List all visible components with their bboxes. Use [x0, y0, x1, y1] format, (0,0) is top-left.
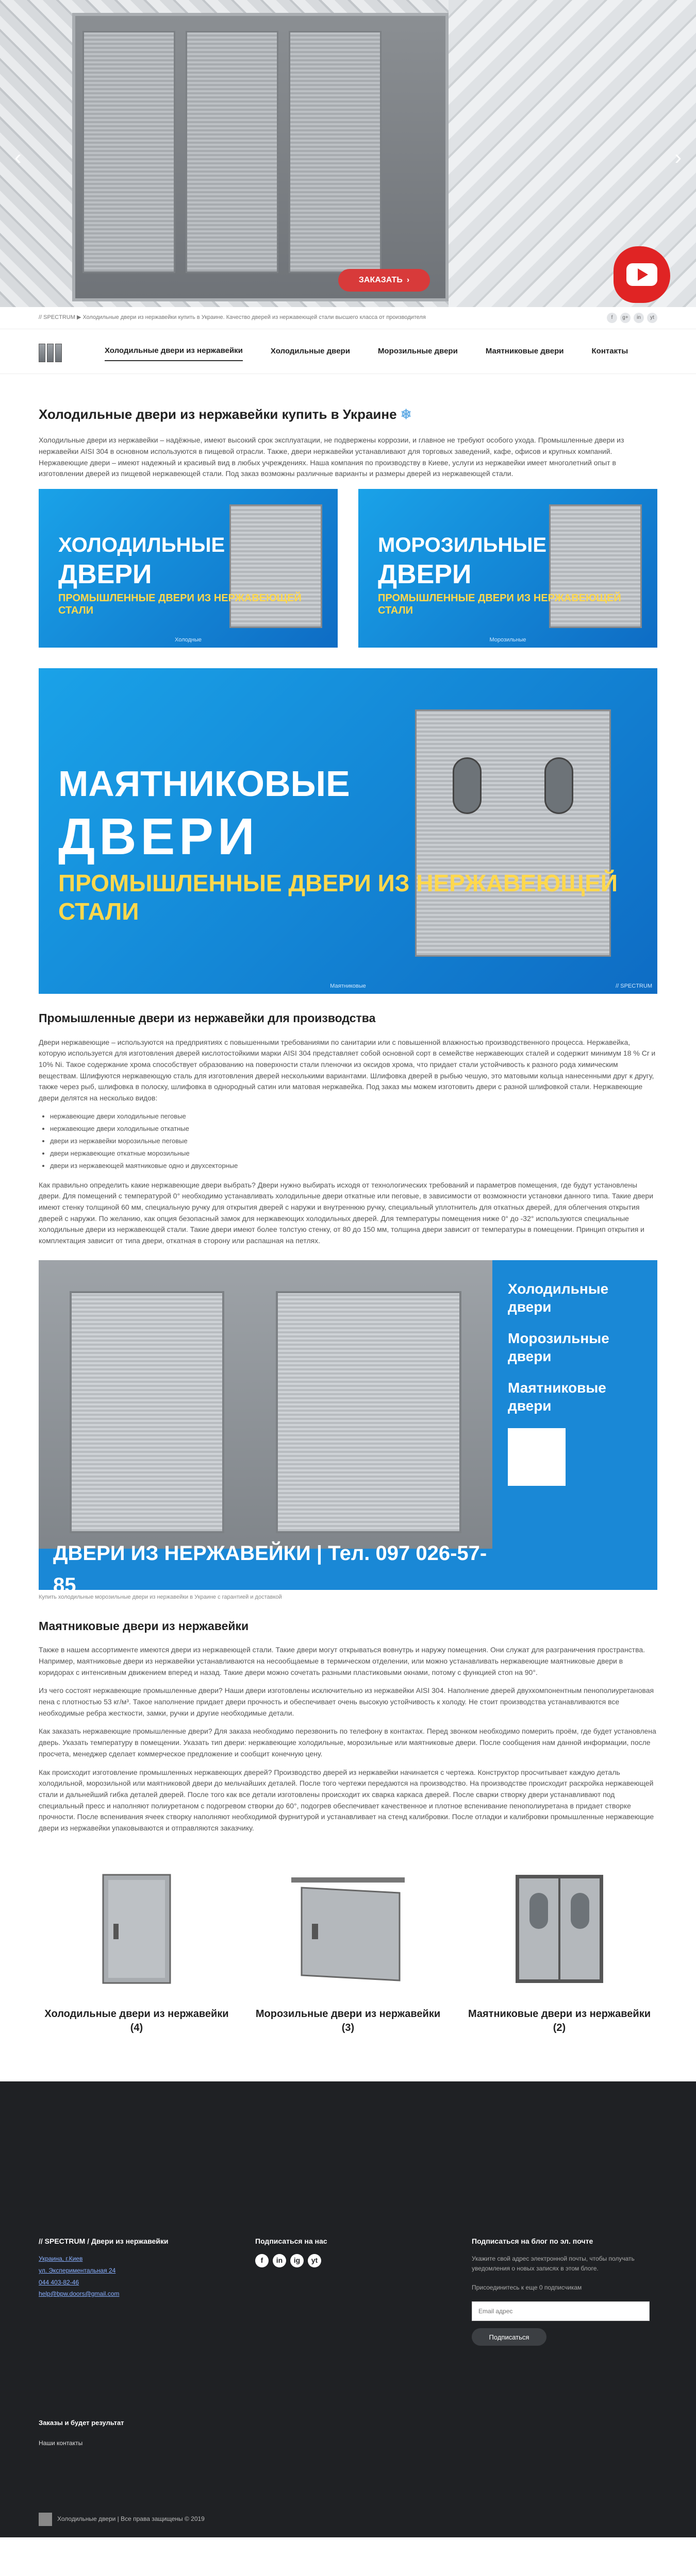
product-cold-doors[interactable]: Холодильные двери из нержавейки (4)	[39, 1862, 235, 2035]
door-image	[276, 1291, 461, 1533]
promo-caption: Купить холодильные морозильные двери из нержавейки в Украине с гарантией и доставкой	[39, 1594, 282, 1600]
copyright: Холодильные двери | Все права защищены © 2019	[39, 2513, 205, 2526]
footer-contacts: // SPECTRUM / Двери из нержавейки Украина, г.Киев ул. Экспериментальная 24 044 403-82-46 help@bpw.doors@gmail.com	[39, 2236, 255, 2346]
list-item: • нержавеющие двери холодильные пеговые	[50, 1111, 657, 1122]
slider-prev-icon[interactable]: ‹	[14, 146, 22, 169]
section-text: Двери нержавеющие – используются на предприятиях с повышенными требованиями по санитарии или с повышенной влажностью производственного процесса. Нержавейка, которую используется для изготовления дверей кислотостойкими марки AISI 304 представляет собой основной сорт в семействе нержавеющих сталей и содержит минимум 18 % Cr и 10% Ni. Такое содержание хрома способствует образованию на поверхности стали пленочки из оксидов хрома, что придает стали устойчивость к разного рода химическим веществам. Шлифуются нержавеющую сталь для изготовления дверей несколькими вариантами. Шлифовка дверей в рыбью чешую, это матовыми кольца нанесенными друг к другу, также через рыб, шлифовка в полоску, шлифовка в однородный сатин или матовая нержавейка. Под заказ мы можем изготовить двери с разной шлифовкой стали. Нержавеющие двери делятся на несколько видов:	[39, 1038, 656, 1103]
product-image	[461, 1862, 657, 1996]
footer-socials	[255, 2254, 472, 2267]
breadcrumb: // SPECTRUM ▶ Холодильные двери из нержавейки купить в Украине. Качество дверей из нержавеющей стали высшего класса от производителя	[39, 314, 426, 321]
site-logo[interactable]	[39, 341, 63, 362]
product-image	[250, 1862, 446, 1996]
slider-next-icon[interactable]: ›	[674, 146, 682, 169]
google-plus-icon[interactable]: g+	[620, 313, 631, 323]
door-types-list	[39, 1111, 657, 1172]
snowflake-icon: ❄	[400, 406, 412, 422]
intro-text: Холодильные двери из нержавейки – надёжные, имеют высокий срок эксплуатации, не подвержены коррозии, и главное не требуют особого ухода. Промышленные двери из нержавейки AISI 304 в основном используются в пищевой отрасли. Также, двери нержавейки устанавливают для торговых заведений, кафе, офисов и крупных компаний. Нержавеющие двери – имеют надежный и красивый вид в любых учреждениях. Наша компания по производству в Киеве, услуги из нержавейки имеет многолетний опыт в изготовлении дверей из пищевой нержавеющей стали. Под заказ возможны различные варианты и размеры дверей из нержавеющей стали.	[39, 436, 624, 478]
nav-item-contacts[interactable]: Контакты	[591, 347, 628, 356]
section-text: Также в нашем ассортименте имеются двери из нержавеющей стали. Такие двери могут открываться вовнутрь и наружу помещения. Они служат для разграничения пространства. Например, маятниковые двери из нержавейки устанавливаются на несообщаемые в термическом отделении, или можно устанавливать нержавеющие маятниковые двери в коридорах с интенсивным движением вперед и назад. Такие двери можно сочетать разными пластиковыми окнами, потому с функцией стоп на 90°.	[39, 1646, 645, 1676]
footer-link[interactable]: ул. Экспериментальная 24	[39, 2266, 116, 2274]
product-swing-doors[interactable]: Маятниковые двери из нержавейки (2)	[461, 1862, 657, 2035]
nav-item-swing-doors[interactable]: Маятниковые двери	[485, 347, 564, 356]
main-nav	[0, 329, 696, 374]
footer-contacts-link[interactable]: Наши контакты	[39, 2439, 83, 2447]
youtube-icon[interactable]	[614, 246, 670, 303]
subscribe-button[interactable]: Подписаться	[472, 2328, 546, 2346]
hero-door	[82, 31, 175, 273]
list-item: • двери из нержавеющей маятниковые одно и двухсекторные	[50, 1161, 657, 1171]
door-image	[70, 1291, 224, 1533]
email-field[interactable]	[472, 2301, 650, 2321]
section-text: Как правильно определить какие нержавеющие двери выбрать? Двери нужно выбирать исходя от технологических требований и параметров помещения, где будут установлены двери. Для помещений с температурой 0° необходимо устанавливать холодильные двери откатные или пеговые, в зависимости от возможности установки данного типа. Такие двери имеют стенку толщиной 60 мм, специальную ручку для открытия дверей с наружи и внутреннюю ручку, специальный уплотнитель для откатных дверей, для облегчения открытия дверей с наружи. По желанию, как опция безопасный замок для нержавеющих холодильных дверей. Для температуры помещения ниже 0° до -32° используются специальные холодильные двери из нержавеющей стали. Такие двери имеют более толстую стенку, от 80 до 150 мм, толщина двери зависит от температуры в помещении. Принцип открытия и комплектация зависит от типа двери, откатная в сторону или распашная на петлях.	[39, 1180, 654, 1245]
youtube-play-icon	[626, 263, 657, 286]
footer-link[interactable]: 044 403-82-46	[39, 2278, 79, 2286]
footer-follow: Подписаться на нас f in ig yt	[255, 2236, 472, 2346]
hero-slider	[0, 0, 696, 307]
nav-item-cold-doors[interactable]: Холодильные двери	[270, 347, 350, 356]
product-categories	[39, 1841, 657, 2081]
hero-door	[186, 31, 278, 273]
order-button[interactable]	[338, 269, 430, 292]
door-thumb	[508, 1428, 566, 1486]
brand-watermark: // SPECTRUM	[616, 983, 652, 989]
footer-bottom-title: Заказы и будет результат	[39, 2419, 124, 2427]
banner-swing-doors[interactable]: МАЯТНИКОВЫЕ ДВЕРИ ПРОМЫШЛЕННЫЕ ДВЕРИ ИЗ НЕРЖАВЕЮЩЕЙ СТАЛИ Маятниковые // SPECTRUM	[39, 668, 657, 994]
product-image	[39, 1862, 235, 1996]
main-content	[0, 404, 696, 2081]
list-item: • нержавеющие двери холодильные откатные	[50, 1124, 657, 1134]
product-freezer-doors[interactable]: Морозильные двери из нержавейки (3)	[250, 1862, 446, 2035]
facebook-icon[interactable]: f	[255, 2254, 269, 2267]
order-button-label: ЗАКАЗАТЬ	[358, 275, 403, 284]
facebook-icon[interactable]: f	[607, 313, 617, 323]
list-item: • двери из нержавейки морозильные пеговые	[50, 1136, 657, 1146]
footer	[0, 2081, 696, 2537]
section-text: Как заказать нержавеющие промышленные двери? Для заказа необходимо перезвонить по телефону в контактах. Перед звонком необходимо померить проём, где будет установлена дверь. Указать температуру в помещении. Указать тип двери: нержавеющие холодильные, морозильные или маятниковые двери. После сообщения нам данной информации, после просчета, менеджер сделает коммерческое предложение и сообщит конечную цену.	[39, 1727, 656, 1758]
youtube-icon[interactable]: yt	[308, 2254, 321, 2267]
section-title: Промышленные двери из нержавейки для производства	[39, 1011, 376, 1025]
nav-item-home[interactable]: Холодильные двери из нержавейки	[105, 342, 243, 361]
linkedin-icon[interactable]: in	[273, 2254, 286, 2267]
instagram-icon[interactable]: ig	[290, 2254, 304, 2267]
banner-freezer-doors[interactable]: МОРОЗИЛЬНЫЕ ДВЕРИ ПРОМЫШЛЕННЫЕ ДВЕРИ ИЗ НЕРЖАВЕЮЩЕЙ СТАЛИ Морозильные	[358, 489, 657, 648]
footer-link[interactable]: help@bpw.doors@gmail.com	[39, 2290, 120, 2298]
list-item: • двери нержавеющие откатные морозильные	[50, 1148, 657, 1159]
footer-subscribe: Подписаться на блог по эл. почте Укажите свой адрес электронной почты, чтобы получать уведомления о новых записях в этом блоге. Присоединитесь к еще 0 подписчикам Email адрес Подписаться	[472, 2236, 657, 2346]
youtube-small-icon[interactable]: yt	[647, 313, 657, 323]
page-title: Холодильные двери из нержавейки купить в Украине ❄	[39, 406, 412, 422]
topbar	[0, 307, 696, 329]
section-text: Как происходит изготовление промышленных нержавеющих дверей? Производство дверей из нержавейки начинается с чертежа. Конструктор просчитывает каждую деталь холодильной, морозильной или маятниковой двери до мельчайших деталей. После того чертежи передаются на производство. На производстве происходит раскройка нержавеющей стали и дальнейший гибка деталей дверей. После того как все детали изготовлены происходит их сварка каркаса дверей. После сварки створку двери устанавливают под специальный пресс и наполняют полиуретаном с подогревом створки до 60°, подогрев обеспечивает качественное и плотное вспенивание пенополиуретана в придает створке прочности. После вспенивания ячеек створку наполняют необходимой фурнитурой и устанавливает на стенд калибровки. После отладки и калибровки промышленные нержавеющие двери из нержавейки упаковываются и отправляются заказчику.	[39, 1768, 654, 1832]
promo-side: Холодильные двери Морозильные двери Маятниковые двери	[492, 1260, 657, 1590]
topbar-socials	[607, 313, 657, 323]
section-text: Из чего состоят нержавеющие промышленные двери? Наши двери изготовлены исключительно из нержавейки AISI 304. Наполнение дверей двухкомпонентным пенополиуретановая пена с плотностью 53 кг/м³. Такое наполнение придает двери прочность и обеспечивает очень высокую устойчивость к холоду. Не стоит производства устанавливаются все необходимые ребра жесткости, замки, ручки и другие необходимые детали.	[39, 1686, 654, 1717]
banner-row	[39, 489, 657, 648]
nav-item-freezer-doors[interactable]: Морозильные двери	[377, 347, 458, 356]
footer-logo-icon	[39, 2513, 52, 2526]
chevron-right-icon: ›	[406, 275, 410, 284]
phone-bar: ДВЕРИ ИЗ НЕРЖАВЕЙКИ | Тел. 097 026-57-85	[39, 1549, 492, 1590]
banner-cold-doors[interactable]: ХОЛОДИЛЬНЫЕ ДВЕРИ ПРОМЫШЛЕННЫЕ ДВЕРИ ИЗ НЕРЖАВЕЮЩЕЙ СТАЛИ Холодные	[39, 489, 338, 648]
linkedin-icon[interactable]: in	[634, 313, 644, 323]
hero-door	[289, 31, 382, 273]
section-title: Маятниковые двери из нержавейки	[39, 1619, 249, 1633]
footer-columns	[39, 2236, 657, 2346]
footer-link[interactable]: Украина, г.Киев	[39, 2255, 83, 2263]
